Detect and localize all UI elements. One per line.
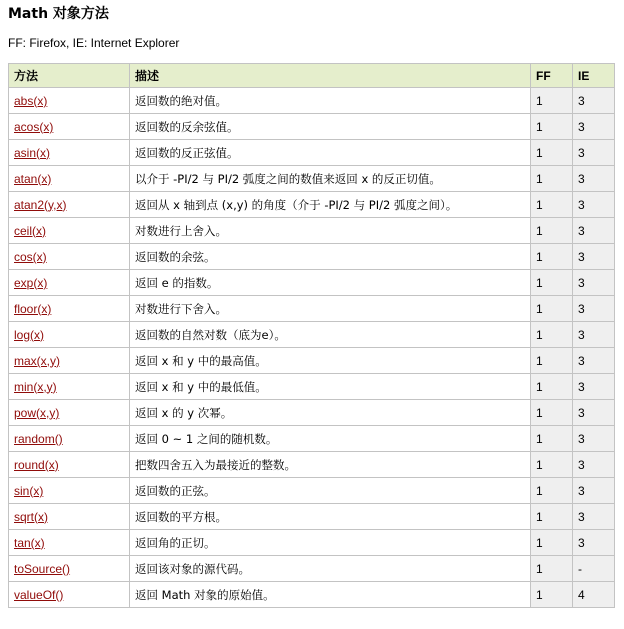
table-row xyxy=(9,296,615,322)
ff-version-cell: 1 xyxy=(531,218,573,244)
method-cell xyxy=(9,556,130,582)
header-method: 方法 xyxy=(9,64,130,88)
method-link[interactable]: valueOf() xyxy=(14,587,64,602)
ff-version-cell: 1 xyxy=(531,296,573,322)
ff-version-cell: 1 xyxy=(531,374,573,400)
math-methods-table xyxy=(8,63,615,608)
description-cell: 返回数的自然对数（底为e）。 xyxy=(130,322,531,348)
ie-version-cell: 3 xyxy=(573,192,615,218)
description-cell: 返回 x 的 y 次幂。 xyxy=(130,400,531,426)
ff-version-cell: 1 xyxy=(531,114,573,140)
description-cell: 返回该对象的源代码。 xyxy=(130,556,531,582)
method-link[interactable]: min(x,y) xyxy=(14,379,57,394)
method-link[interactable]: atan(x) xyxy=(14,171,52,186)
description-cell: 把数四舍五入为最接近的整数。 xyxy=(130,452,531,478)
method-link[interactable]: max(x,y) xyxy=(14,353,60,368)
table-row xyxy=(9,452,615,478)
method-link[interactable]: sqrt(x) xyxy=(14,509,48,524)
method-cell xyxy=(9,452,130,478)
method-cell xyxy=(9,244,130,270)
ff-version-cell: 1 xyxy=(531,582,573,608)
ie-version-cell: 3 xyxy=(573,478,615,504)
table-row xyxy=(9,192,615,218)
method-cell xyxy=(9,348,130,374)
method-link[interactable]: acos(x) xyxy=(14,119,54,134)
table-row xyxy=(9,218,615,244)
method-cell xyxy=(9,270,130,296)
ff-version-cell: 1 xyxy=(531,88,573,114)
description-cell: 返回数的绝对值。 xyxy=(130,88,531,114)
method-cell xyxy=(9,400,130,426)
browser-legend: FF: Firefox, IE: Internet Explorer xyxy=(8,36,180,50)
table-row xyxy=(9,244,615,270)
description-cell: 返回 x 和 y 中的最高值。 xyxy=(130,348,531,374)
table-row xyxy=(9,478,615,504)
ff-version-cell: 1 xyxy=(531,400,573,426)
ie-version-cell: 3 xyxy=(573,426,615,452)
table-row xyxy=(9,426,615,452)
method-cell xyxy=(9,426,130,452)
method-cell xyxy=(9,192,130,218)
table-row xyxy=(9,400,615,426)
ff-version-cell: 1 xyxy=(531,166,573,192)
table-row xyxy=(9,348,615,374)
method-cell xyxy=(9,322,130,348)
method-link[interactable]: exp(x) xyxy=(14,275,48,290)
ie-version-cell: 3 xyxy=(573,400,615,426)
header-ff: FF xyxy=(531,64,573,88)
method-cell xyxy=(9,374,130,400)
header-ie: IE xyxy=(573,64,615,88)
table-row xyxy=(9,140,615,166)
ff-version-cell: 1 xyxy=(531,322,573,348)
table-row xyxy=(9,166,615,192)
ie-version-cell: 3 xyxy=(573,218,615,244)
description-cell: 返回从 x 轴到点 (x,y) 的角度（介于 -PI/2 与 PI/2 弧度之间）。 xyxy=(130,192,531,218)
method-link[interactable]: toSource() xyxy=(14,561,71,576)
method-link[interactable]: floor(x) xyxy=(14,301,52,316)
description-cell: 返回数的反正弦值。 xyxy=(130,140,531,166)
ie-version-cell: 3 xyxy=(573,348,615,374)
table-row xyxy=(9,374,615,400)
ie-version-cell: 3 xyxy=(573,322,615,348)
method-cell xyxy=(9,530,130,556)
method-cell xyxy=(9,218,130,244)
ff-version-cell: 1 xyxy=(531,192,573,218)
table-row xyxy=(9,88,615,114)
method-cell xyxy=(9,140,130,166)
ff-version-cell: 1 xyxy=(531,270,573,296)
description-cell: 返回 0 ~ 1 之间的随机数。 xyxy=(130,426,531,452)
method-link[interactable]: atan2(y,x) xyxy=(14,197,67,212)
description-cell: 返回数的正弦。 xyxy=(130,478,531,504)
ie-version-cell: 3 xyxy=(573,114,615,140)
method-cell xyxy=(9,166,130,192)
ie-version-cell: 3 xyxy=(573,452,615,478)
method-link[interactable]: tan(x) xyxy=(14,535,45,550)
method-cell xyxy=(9,88,130,114)
ie-version-cell: 3 xyxy=(573,374,615,400)
table-row xyxy=(9,530,615,556)
ie-version-cell: 3 xyxy=(573,504,615,530)
ie-version-cell: 3 xyxy=(573,140,615,166)
description-cell: 以介于 -PI/2 与 PI/2 弧度之间的数值来返回 x 的反正切值。 xyxy=(130,166,531,192)
ie-version-cell: 3 xyxy=(573,530,615,556)
description-cell: 对数进行下舍入。 xyxy=(130,296,531,322)
ff-version-cell: 1 xyxy=(531,244,573,270)
table-row xyxy=(9,114,615,140)
table-body xyxy=(9,88,615,608)
description-cell: 返回数的反余弦值。 xyxy=(130,114,531,140)
method-cell xyxy=(9,582,130,608)
description-cell: 返回数的平方根。 xyxy=(130,504,531,530)
ie-version-cell: - xyxy=(573,556,615,582)
method-link[interactable]: sin(x) xyxy=(14,483,44,498)
ie-version-cell: 3 xyxy=(573,166,615,192)
table-row xyxy=(9,270,615,296)
ff-version-cell: 1 xyxy=(531,426,573,452)
method-link[interactable]: round(x) xyxy=(14,457,59,472)
table-row xyxy=(9,504,615,530)
ff-version-cell: 1 xyxy=(531,478,573,504)
ff-version-cell: 1 xyxy=(531,140,573,166)
method-cell xyxy=(9,296,130,322)
description-cell: 返回角的正切。 xyxy=(130,530,531,556)
method-cell xyxy=(9,114,130,140)
method-link[interactable]: log(x) xyxy=(14,327,45,342)
ie-version-cell: 3 xyxy=(573,296,615,322)
method-cell xyxy=(9,504,130,530)
ie-version-cell: 3 xyxy=(573,88,615,114)
method-link[interactable]: asin(x) xyxy=(14,145,51,160)
description-cell: 对数进行上舍入。 xyxy=(130,218,531,244)
method-link[interactable]: ceil(x) xyxy=(14,223,46,238)
table-row xyxy=(9,322,615,348)
description-cell: 返回数的余弦。 xyxy=(130,244,531,270)
description-cell: 返回 e 的指数。 xyxy=(130,270,531,296)
method-link[interactable]: random() xyxy=(14,431,63,446)
header-description: 描述 xyxy=(130,64,531,88)
table-row xyxy=(9,582,615,608)
page-title: Math 对象方法 xyxy=(8,6,109,22)
table-row xyxy=(9,556,615,582)
ie-version-cell: 4 xyxy=(573,582,615,608)
ie-version-cell: 3 xyxy=(573,270,615,296)
ff-version-cell: 1 xyxy=(531,504,573,530)
table-header-row xyxy=(9,64,615,88)
method-link[interactable]: abs(x) xyxy=(14,93,48,108)
description-cell: 返回 Math 对象的原始值。 xyxy=(130,582,531,608)
ff-version-cell: 1 xyxy=(531,452,573,478)
method-cell xyxy=(9,478,130,504)
method-link[interactable]: cos(x) xyxy=(14,249,47,264)
ie-version-cell: 3 xyxy=(573,244,615,270)
method-link[interactable]: pow(x,y) xyxy=(14,405,60,420)
ff-version-cell: 1 xyxy=(531,530,573,556)
ff-version-cell: 1 xyxy=(531,556,573,582)
ff-version-cell: 1 xyxy=(531,348,573,374)
description-cell: 返回 x 和 y 中的最低值。 xyxy=(130,374,531,400)
